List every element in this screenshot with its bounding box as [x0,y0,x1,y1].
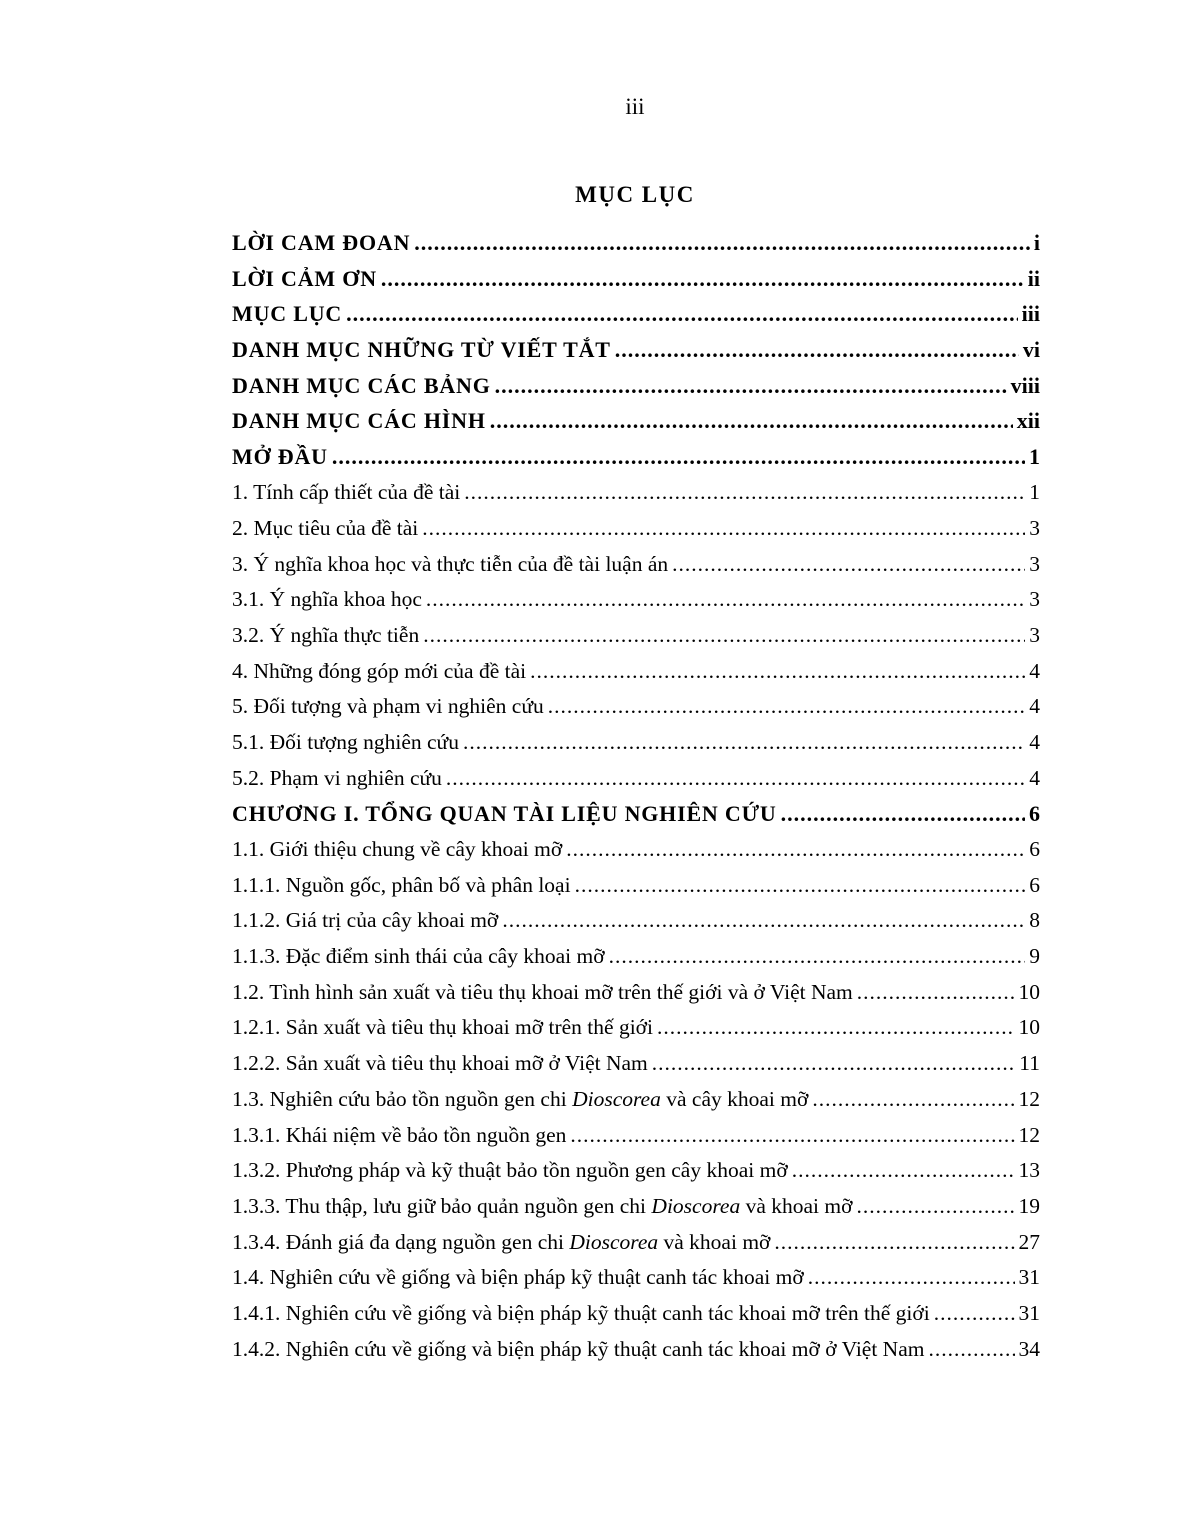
dot-leader [808,1265,1015,1290]
dot-leader [423,623,1025,648]
toc-entry-title: 1.2.1. Sản xuất và tiêu thụ khoai mỡ trên thế giới [232,1015,654,1040]
toc-entry-page: 6 [1029,872,1040,897]
dot-leader [856,1194,1014,1219]
toc-entry-page: 3 [1029,515,1040,540]
toc-entry-title: 1.1. Giới thiệu chung về cây khoai mỡ [232,837,563,862]
toc-entry-page: iii [1021,301,1040,327]
toc-entry-title: DANH MỤC CÁC HÌNH [232,408,486,434]
toc-entry-page: 6 [1029,800,1040,826]
toc-entry[interactable] [232,867,1040,903]
toc-entry[interactable] [232,296,1040,332]
dot-leader [332,444,1025,470]
toc-entry[interactable] [232,1189,1040,1225]
dot-leader [672,552,1025,577]
toc-entry-title: MỤC LỤC [232,301,343,327]
dot-leader [381,266,1024,292]
dot-leader [812,1087,1014,1112]
toc-entry-title: CHƯƠNG I. TỔNG QUAN TÀI LIỆU NGHIÊN CỨU [232,800,777,826]
toc-entry-page: 19 [1018,1193,1040,1218]
toc-entry-title: 1.3. Nghiên cứu bảo tồn nguồn gen chi Dioscorea và cây khoai mỡ [232,1086,809,1111]
toc-entry-page: i [1033,229,1040,255]
toc-entry[interactable] [232,1224,1040,1260]
dot-leader [463,730,1025,755]
toc-entry[interactable] [232,618,1040,654]
toc-entry-page: 31 [1018,1300,1040,1325]
toc-entry[interactable] [232,832,1040,868]
dot-leader [575,873,1026,898]
toc-entry[interactable] [232,1117,1040,1153]
toc-entry-page: vi [1022,336,1040,362]
dot-leader [857,980,1015,1005]
toc-entry[interactable] [232,1260,1040,1296]
toc-entry-title: DANH MỤC CÁC BẢNG [232,372,491,398]
dot-leader [566,837,1025,862]
toc-entry-page: 4 [1029,694,1040,719]
toc-entry[interactable] [232,796,1040,832]
dot-leader [652,1051,1016,1076]
dot-leader [934,1301,1015,1326]
toc-entry[interactable] [232,653,1040,689]
dot-leader [928,1337,1014,1362]
toc-entry-title: 3.1. Ý nghĩa khoa học [232,587,422,612]
toc-entry-page: 9 [1029,944,1040,969]
toc-entry-page: 4 [1029,765,1040,790]
toc-entry-title: 1.4. Nghiên cứu về giống và biện pháp kỹ thuật canh tác khoai mỡ [232,1265,804,1290]
dot-leader [781,801,1025,827]
toc-entry[interactable] [232,1296,1040,1332]
toc-entry[interactable] [232,475,1040,511]
toc-entry-title: 1. Tính cấp thiết của đề tài [232,480,461,505]
toc-entry-page: 10 [1018,979,1040,1004]
toc-entry-title: 3.2. Ý nghĩa thực tiễn [232,622,420,647]
toc-entry-page: 12 [1018,1086,1040,1111]
toc-entry[interactable] [232,1082,1040,1118]
toc-entry-title: 1.3.1. Khái niệm về bảo tồn nguồn gen [232,1122,567,1147]
toc-entry-page: 1 [1029,443,1040,469]
toc-entry[interactable] [232,368,1040,404]
toc-entry[interactable] [232,332,1040,368]
toc-entry-title: 3. Ý nghĩa khoa học và thực tiễn của đề tài luận án [232,551,669,576]
toc-entry-title: LỜI CẢM ƠN [232,265,377,291]
toc-entry[interactable] [232,1046,1040,1082]
toc-entry-page: xii [1016,408,1040,434]
toc-entry-page: 10 [1018,1015,1040,1040]
toc-entry-page: 3 [1029,622,1040,647]
toc-entry-title: 1.3.4. Đánh giá đa dạng nguồn gen chi Dioscorea và khoai mỡ [232,1229,771,1254]
dot-leader [422,516,1025,541]
toc-entry-page: 13 [1018,1158,1040,1183]
page-title: MỤC LỤC [575,182,695,207]
toc-entry[interactable] [232,225,1040,261]
toc-entry-page: viii [1010,372,1040,398]
toc-entry-title: 1.3.2. Phương pháp và kỹ thuật bảo tồn nguồn gen cây khoai mỡ [232,1158,788,1183]
dot-leader [792,1158,1015,1183]
toc-entry-page: 3 [1029,587,1040,612]
dot-leader [657,1015,1014,1040]
toc-entry-page: 3 [1029,551,1040,576]
toc-entry-title: 1.1.3. Đặc điểm sinh thái của cây khoai mỡ [232,944,605,969]
toc-entry-title: 2. Mục tiêu của đề tài [232,515,419,540]
toc-entry[interactable] [232,974,1040,1010]
dot-leader [609,944,1026,969]
toc-entry-page: 11 [1019,1051,1040,1076]
toc-entry[interactable] [232,760,1040,796]
toc-entry[interactable] [232,511,1040,547]
toc-entry-title: 1.2. Tình hình sản xuất và tiêu thụ khoai mỡ trên thế giới và ở Việt Nam [232,979,853,1004]
toc-entry-page: 4 [1029,658,1040,683]
table-of-contents [232,225,1040,1367]
toc-entry-page: 1 [1029,480,1040,505]
toc-entry-page: ii [1027,265,1040,291]
toc-entry-page: 4 [1029,729,1040,754]
toc-entry-page: 31 [1018,1265,1040,1290]
toc-entry[interactable] [232,939,1040,975]
toc-entry-title: 1.1.2. Giá trị của cây khoai mỡ [232,908,499,933]
dot-leader [774,1230,1014,1255]
toc-entry-title: 5.1. Đối tượng nghiên cứu [232,729,459,754]
dot-leader [490,408,1013,434]
toc-entry[interactable] [232,439,1040,475]
dot-leader [570,1123,1014,1148]
toc-entry-page: 12 [1018,1122,1040,1147]
dot-leader [548,694,1026,719]
toc-entry[interactable] [232,689,1040,725]
dot-leader [502,908,1025,933]
toc-entry-title: 4. Những đóng góp mới của đề tài [232,658,527,683]
toc-entry-title: DANH MỤC NHỮNG TỪ VIẾT TẮT [232,336,611,362]
dot-leader [446,766,1025,791]
toc-entry-title: 1.4.2. Nghiên cứu về giống và biện pháp kỹ thuật canh tác khoai mỡ ở Việt Nam [232,1336,925,1361]
page-number: iii [625,94,645,119]
dot-leader [615,337,1019,363]
toc-entry-title: 1.4.1. Nghiên cứu về giống và biện pháp kỹ thuật canh tác khoai mỡ trên thế giới [232,1300,930,1325]
dot-leader [346,301,1018,327]
toc-entry[interactable] [232,261,1040,297]
dot-leader [414,230,1030,256]
toc-entry-title: 5. Đối tượng và phạm vi nghiên cứu [232,694,544,719]
toc-entry-title: 1.2.2. Sản xuất và tiêu thụ khoai mỡ ở Việt Nam [232,1051,648,1076]
dot-leader [495,373,1007,399]
dot-leader [426,587,1025,612]
toc-entry-title: LỜI CAM ĐOAN [232,229,411,255]
toc-entry[interactable] [232,903,1040,939]
toc-entry[interactable] [232,1010,1040,1046]
toc-entry[interactable] [232,725,1040,761]
toc-entry-title: 1.1.1. Nguồn gốc, phân bố và phân loại [232,872,571,897]
dot-leader [530,659,1025,684]
toc-entry-title: 1.3.3. Thu thập, lưu giữ bảo quản nguồn gen chi Dioscorea và khoai mỡ [232,1193,853,1218]
toc-entry-title: 5.2. Phạm vi nghiên cứu [232,765,442,790]
toc-entry-page: 8 [1029,908,1040,933]
dot-leader [464,480,1025,505]
toc-entry-title: MỞ ĐẦU [232,443,328,469]
toc-entry[interactable] [232,582,1040,618]
toc-entry[interactable] [232,1153,1040,1189]
toc-entry-page: 27 [1018,1229,1040,1254]
toc-entry[interactable] [232,403,1040,439]
toc-entry[interactable] [232,546,1040,582]
toc-entry[interactable] [232,1331,1040,1367]
toc-entry-page: 34 [1018,1336,1040,1361]
toc-entry-page: 6 [1029,837,1040,862]
